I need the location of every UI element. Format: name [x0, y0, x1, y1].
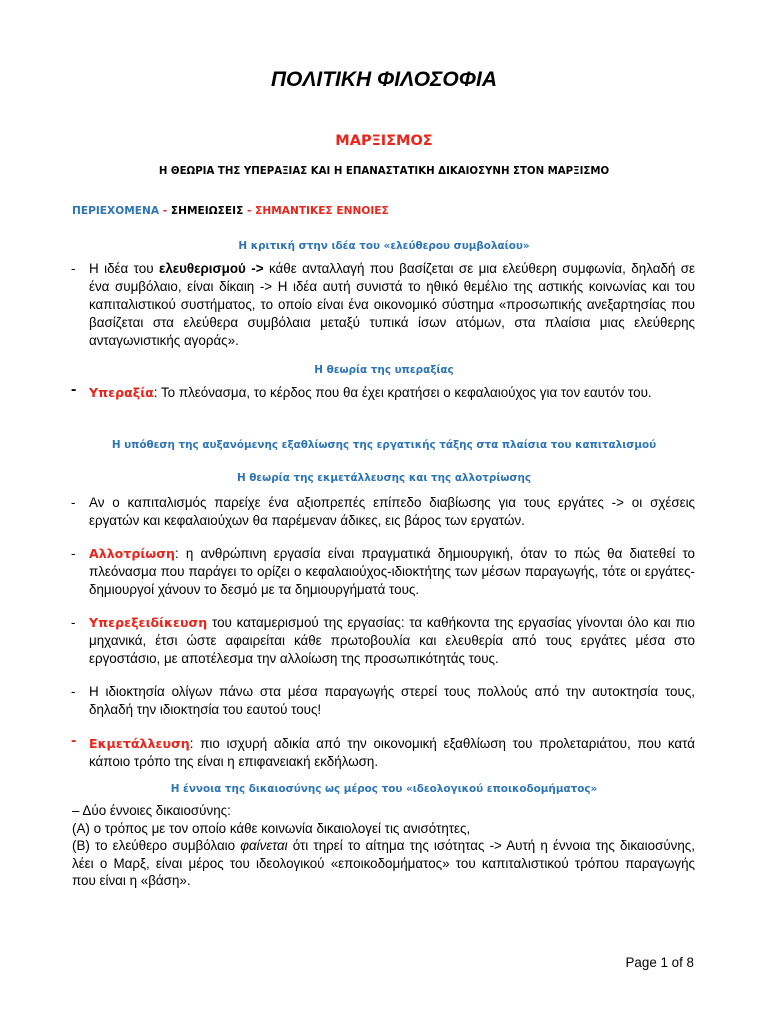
contents-separator: - — [159, 205, 171, 217]
text-fragment: κάθε ανταλλαγή που βασίζεται σε μια ελεύθερη συμφωνία, δηλαδή σε ένα συμβόλαιο, είναι δίκαιη -> Η ιδέα αυτή συνιστά το ηθικό θεμέλιο της αστικής κοινωνίας και του καπιταλιστικού συστήματος, το οποίο είναι ένα οικονομικό σύστημα «προσωπικής ανεξαρτησίας που βασίζεται στα ελεύθερα συμβόλαια μεταξύ τυπικά ίσων ατόμων, στα πλαίσια μιας ελεύθερης ανταγωνιστικής αγοράς». — [89, 261, 695, 348]
text-fragment: : Το πλεόνασμα, το κέρδος που θα έχει κρατήσει ο κεφαλαιούχος για τον εαυτόν του. — [153, 385, 652, 400]
section-heading-justice-superstructure: Η έννοια της δικαιοσύνης ως μέρος του «ιδεολογικού εποικοδομήματος» — [170, 783, 598, 795]
bullet-dash: - — [71, 546, 76, 561]
italic-term: φαίνεται — [240, 838, 288, 853]
bullet-dash: - — [71, 261, 76, 276]
bullet-dash: - — [71, 684, 76, 699]
text-fragment: Η ιδιοκτησία ολίγων πάνω στα μέσα παραγωγής στερεί τους πολλούς από την αυτοκτησία τους, δηλαδή την ιδιοκτησία του εαυτού τους! — [89, 684, 695, 717]
keyword-overspecialization: Υπερεξειδίκευση — [89, 615, 208, 630]
section-heading-free-contract: Η κριτική στην ιδέα του «ελεύθερου συμβολαίου» — [238, 240, 530, 252]
text-fragment: (Β) το ελεύθερο συμβόλαιο — [72, 838, 241, 853]
bold-term: ελευθερισμού -> — [158, 261, 264, 276]
contents-label: ΠΕΡΙΕΧΟΜΕΝΑ — [72, 205, 160, 217]
list-item-living-standard — [72, 494, 695, 530]
list-item-overspecialization — [72, 614, 695, 668]
text-fragment: : η ανθρώπινη εργασία είναι πραγματικά δημιουργική, όταν το πώς θα διατεθεί το πλεόνασμα που παράγει το ορίζει ο κεφαλαιούχος-ιδιοκτήτης των μέσων παραγωγής, τότε οι εργάτες-δημιουργοί χάνουν το δεσμό με τα δημιουργήματά τους. — [89, 546, 695, 597]
document-subtitle: ΜΑΡΞΙΣΜΟΣ — [335, 133, 433, 149]
keyword-exploitation: Εκμετάλλευση — [89, 736, 190, 751]
page-number: Page 1 of 8 — [625, 955, 694, 970]
document-title: ΠΟΛΙΤΙΚΗ ΦΙΛΟΣΟΦΙΑ — [270, 68, 498, 91]
keyword-surplus-value: Υπεραξία — [89, 385, 154, 400]
justice-line-a: (Α) ο τρόπος με τον οποίο κάθε κοινωνία δικαιολογεί τις ανισότητες, — [72, 820, 471, 836]
justice-line-b — [72, 837, 695, 890]
section-heading-impoverishment: Η υπόθεση της αυξανόμενης εξαθλίωσης της εργατικής τάξης στα πλαίσια του καπιταλισμού — [111, 439, 657, 451]
contents-separator: - — [243, 205, 256, 217]
list-item-surplus-value — [71, 381, 695, 402]
text-fragment: Η ιδέα του — [89, 261, 159, 276]
list-item-libertarianism — [72, 260, 695, 350]
bullet-dash: - — [71, 732, 77, 749]
justice-paragraph — [72, 802, 695, 890]
list-item-exploitation — [71, 732, 695, 771]
text-fragment: Αν ο καπιταλισμός παρείχε ένα αξιοπρεπές επίπεδο διαβίωσης για τους εργάτες -> οι σχέσεις εργατών και κεφαλαιούχων θα παρέμεναν άδικες, εις βάρος των εργατών. — [89, 495, 695, 528]
keyword-alienation: Αλλοτρίωση — [89, 546, 176, 561]
list-item-alienation — [72, 545, 695, 599]
list-item-ownership — [72, 683, 695, 719]
justice-line-intro: – Δύο έννοιες δικαιοσύνης: — [72, 803, 231, 818]
section-heading-surplus-value: Η θεωρία της υπεραξίας — [314, 364, 454, 376]
document-topic: Η ΘΕΩΡΙΑ ΤΗΣ ΥΠΕΡΑΞΙΑΣ ΚΑΙ Η ΕΠΑΝΑΣΤΑΤΙΚΗ ΔΙΚΑΙΟΣΥΝΗ ΣΤΟΝ ΜΑΡΞΙΣΜΟ — [158, 166, 610, 177]
bullet-dash: - — [71, 495, 76, 510]
text-fragment: : πιο ισχυρή αδικία από την οικονομική εξαθλίωση του προλεταριάτου, που κατά κάποιο τρόπο της είναι η επιφανειακή εκδήλωση. — [89, 736, 695, 769]
section-heading-exploitation-alienation: Η θεωρία της εκμετάλλευσης και της αλλοτρίωσης — [236, 472, 532, 484]
contents-line — [72, 205, 389, 217]
notes-label: ΣΗΜΕΙΩΣΕΙΣ — [170, 205, 244, 217]
key-concepts-label: ΣΗΜΑΝΤΙΚΕΣ ΕΝΝΟΙΕΣ — [255, 205, 389, 217]
bullet-dash: - — [71, 615, 76, 630]
text-fragment: του καταμερισμού της εργασίας: τα καθήκοντα της εργασίας γίνονται όλο και πιο μηχανικά, έτσι ώστε αφαιρείται κάθε πρωτοβουλία και ελευθερία από τους εργάτες μέσα στο εργοστάσιο, με αποτέλεσμα την αλλοίωση της προσωπικότητάς τους. — [89, 615, 695, 666]
text-fragment: ότι τηρεί το αίτημα της ισότητας -> Αυτή η έννοια της δικαιοσύνης, λέει ο Μαρξ, είναι μέρος του ιδεολογικού «εποικοδομήματος» του καπιταλιστικού τρόπου παραγωγής που είναι η «βάση». — [72, 838, 695, 888]
bullet-dash: - — [71, 381, 77, 398]
